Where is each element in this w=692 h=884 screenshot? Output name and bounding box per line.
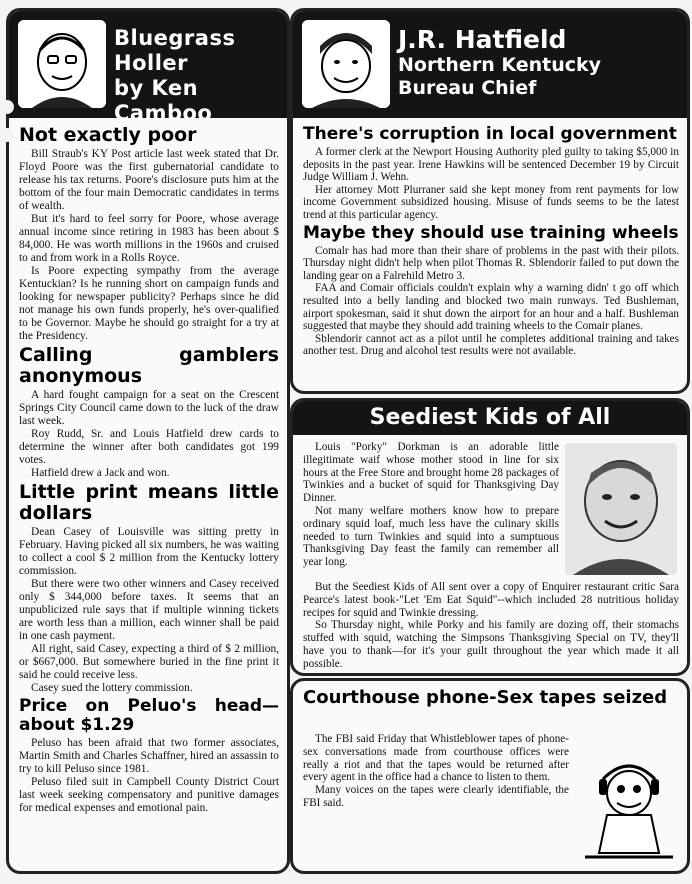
paragraph: Hatfield drew a Jack and won.	[31, 467, 170, 479]
headline-corruption: There's corruption in local government	[303, 124, 677, 144]
paragraph: But it's hard to feel sorry for Poore, whose average annual income since retiring in 1983 has been about $ 84,000. He was worth millions in the 1960s and cruised to and from work in a Rolls Royce.	[19, 213, 279, 264]
column-title-left	[114, 26, 290, 126]
paragraph: Her attorney Mott Plurraner said she kept money from rent payments for low income Government subsidized housing. Misuse of funds seems to be the latest trend at this particular agency.	[303, 183, 679, 221]
courthouse-body	[303, 733, 569, 810]
headline-price-on-head: Price on Peluo's head— about $1.29	[19, 696, 279, 735]
seediest-kids-box	[290, 398, 690, 676]
column-title-right	[398, 26, 601, 100]
column-title-line: J.R. Hatfield	[398, 25, 567, 54]
paragraph: But the Seediest Kids of All sent over a copy of Enquirer restaurant critic Sara Pearce's latest book-"Let 'Em Eat Squid"--which included 28 nutritious holiday recipes for squid and Twinkie dressing.	[303, 581, 679, 619]
page-tear	[0, 100, 14, 114]
column-byline: by Ken Camboo	[114, 76, 213, 125]
paragraph: Casey sued the lottery commission.	[31, 682, 193, 694]
bluegrass-holler-column	[6, 8, 290, 874]
paragraph: A hard fought campaign for a seat on the Crescent Springs City Council came down to the luck of the draw last week.	[19, 389, 279, 427]
column-title-line: Northern Kentucky	[398, 54, 602, 76]
headline-calling-gamblers: Calling gamblers anonymous	[19, 344, 279, 387]
paragraph: Not many welfare mothers know how to prepare ordinary squid loaf, much less have the culinary skills needed to turn Twinkies and squid into a sumptuous Thanksgiving Day feast the family can remember all year long.	[303, 504, 559, 569]
right-column-body	[303, 123, 679, 358]
column-title-line: Bluegrass	[114, 26, 236, 50]
headline-little-print: Little print means little dollars	[19, 481, 279, 524]
paragraph: Comalr has had more than their share of problems in the past with their pilots. Thursday night didn't help when pilot Thomas R. Sblendorir failed to put down the landing gear on a Falrehild Metro 3.	[303, 244, 679, 282]
paragraph: Louis "Porky" Dorkman is an adorable little illegitimate waif whose mother stood in line for six hours at the Free Store and brought home 28 packages of Twinkies and a bucket of squid for Thanksgiving Day Dinner.	[303, 441, 559, 505]
left-column-body	[19, 123, 279, 815]
column-banner-left	[6, 8, 290, 125]
paragraph: Roy Rudd, Sr. and Louis Hatfield drew cards to determine the winner after both candidates got 199 votes.	[19, 428, 279, 466]
paragraph: So Thursday night, while Porky and his family are dozing off, their stomachs stuffed with squid, watching the Simpsons Thanksgiving Special on TV, they'll have you to thank—for it's your guilt throughout the year which made it all possible.	[303, 619, 679, 670]
seediest-kids-body-top	[303, 441, 559, 569]
seediest-kids-banner: Seediest Kids of All	[293, 401, 687, 435]
jr-hatfield-portrait	[302, 20, 390, 108]
column-byline: Bureau Chief	[398, 77, 537, 99]
column-banner-right	[290, 8, 690, 118]
headline-training-wheels: Maybe they should use training wheels	[303, 222, 679, 243]
porky-photo	[565, 443, 677, 575]
paragraph: Peluso filed suit in Campbell County District Court last week seeking compensatory and punitive damages for medical expenses and emotional pain.	[19, 776, 279, 814]
headline-courthouse: Courthouse phone-Sex tapes seized	[303, 687, 668, 708]
paragraph: Sblendorir cannot act as a pilot until he completes additional training and takes another test. Drug and alcohol test results were not available.	[303, 332, 679, 358]
headline-not-exactly-poor: Not exactly poor	[19, 124, 197, 146]
courthouse-tapes-box	[290, 678, 690, 874]
paragraph: Many voices on the tapes were clearly identifiable, the FBI said.	[303, 784, 569, 809]
paragraph: FAA and Comair officials couldn't explain why a warning didn' t go off which resulted into a belly landing and blocked two main runways. Ted Bushleman, airport spokesman, said it shut down the airport for an hour and a half. Bushleman suggested that maybe they should add training wheels to the Comair planes.	[303, 282, 679, 333]
column-title-line: Holler	[114, 51, 188, 75]
paragraph: But there were two other winners and Casey received only $ 344,000 before taxes. It seems that an unpublicized rule says that if multiple winning tickets are worth less than a million, each winner shall be paid in one cash payment.	[19, 578, 279, 642]
paragraph: Bill Straub's KY Post article last week stated that Dr. Floyd Poore was the first gubernatorial candidate to release his tax returns. Poore's disclosure puts him at the bottom of the four main Democratic candidates in terms of wealth.	[19, 148, 279, 212]
hatfield-column	[290, 8, 690, 394]
paragraph: The FBI said Friday that Whistleblower tapes of phone-sex conversations made from courthouse offices were really a riot and that the tapes would be returned after every agent in the office had a chance to listen to them.	[303, 733, 569, 784]
eavesdropping-cartoon	[579, 753, 679, 863]
courthouse-headline-wrap	[303, 685, 677, 710]
paragraph: Is Poore expecting sympathy from the average Kentuckian? Is he running short on campaign funds and looking for newspaper publicity? Perhaps since he did not manage his own funds properly, he's over-qualified to be Governor. Maybe he should go straight for a try at the Presidency.	[19, 265, 279, 342]
paragraph: A former clerk at the Newport Housing Authority pled guilty to taking $5,000 in deposits in the past year. Irene Hawkins will be sentenced December 19 by Circuit Judge William J. Wehn.	[303, 146, 679, 184]
ken-camboo-portrait	[18, 20, 106, 108]
seediest-kids-body-bottom	[303, 581, 679, 671]
paragraph: Dean Casey of Louisville was sitting pretty in February. Having picked all six numbers, he was waiting to collect a cool $ 2 million from the Kentucky lottery commission.	[19, 526, 279, 577]
paragraph: All right, said Casey, expecting a third of $ 2 million, or $667,000. But somewhere buried in the fine print it said he could receive less.	[19, 643, 279, 681]
page-tear	[0, 128, 14, 142]
paragraph: Peluso has been afraid that two former associates, Martin Smith and Charles Schaffner, hired an assassin to try to kill Peluso since 1981.	[19, 737, 279, 775]
